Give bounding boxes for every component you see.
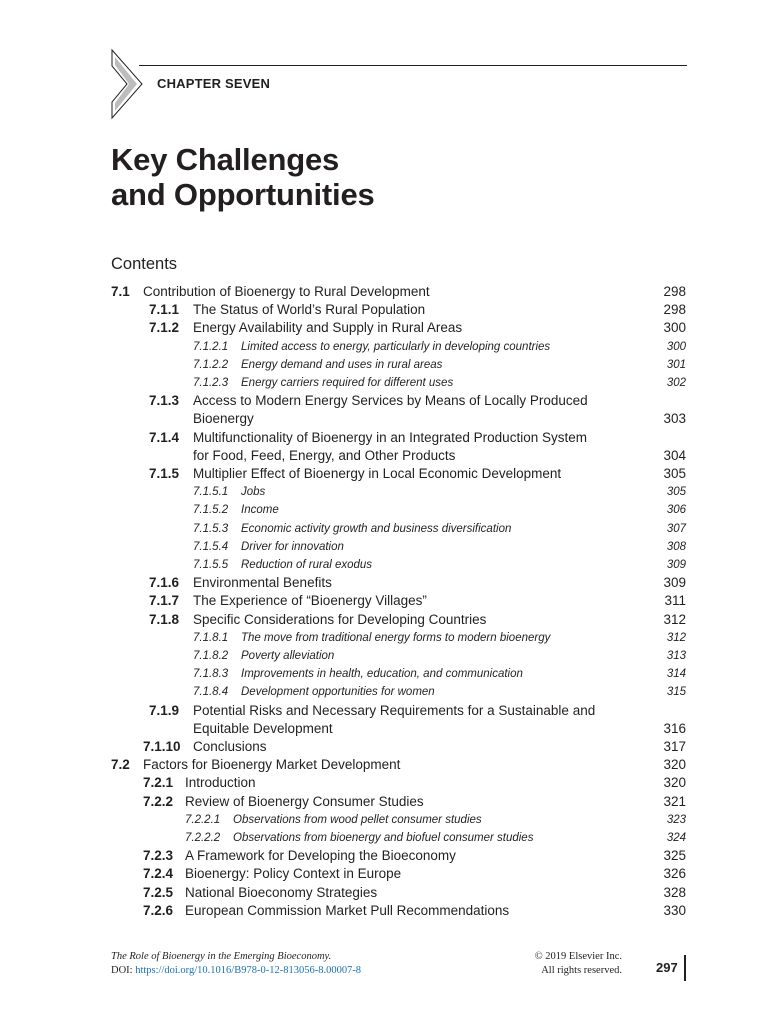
toc-label[interactable]: The Experience of “Bioenergy Villages” <box>193 593 427 609</box>
toc-page-number: 320 <box>663 775 686 791</box>
toc-page-number: 300 <box>663 320 686 336</box>
chapter-chevron-icon <box>110 48 144 120</box>
doi-link[interactable]: https://doi.org/10.1016/B978-0-12-813056-8.00007-8 <box>135 965 362 976</box>
toc-page-number: 298 <box>663 284 686 299</box>
toc-label[interactable]: The move from traditional energy forms to modern bioenergy <box>241 631 551 644</box>
doi-line <box>111 964 361 978</box>
toc-number: 7.1.3 <box>149 393 180 409</box>
toc-label[interactable]: Limited access to energy, particularly in developing countries <box>241 340 551 353</box>
toc-label[interactable]: Review of Bioenergy Consumer Studies <box>185 793 424 809</box>
chapter-label: CHAPTER SEVEN <box>157 76 271 91</box>
toc-number: 7.1.5.5 <box>193 559 229 571</box>
toc-label[interactable]: Reduction of rural exodus <box>241 559 373 571</box>
toc-page-number: 309 <box>663 575 686 591</box>
toc-label[interactable]: Equitable Development <box>193 720 333 736</box>
toc-number: 7.1.8.2 <box>193 650 229 662</box>
toc-number: 7.2.3 <box>143 848 174 864</box>
toc-page-number: 316 <box>663 720 686 736</box>
toc-page-number: 300 <box>666 340 686 353</box>
toc-label[interactable]: Jobs <box>241 486 266 499</box>
toc-label[interactable]: National Bioeconomy Strategies <box>185 884 378 900</box>
toc-label[interactable]: Conclusions <box>193 739 267 754</box>
toc-number: 7.1.2.2 <box>193 358 229 371</box>
toc-number: 7.2.2.2 <box>185 832 221 844</box>
toc-page-number: 326 <box>663 866 686 882</box>
toc-page-number: 301 <box>666 358 686 371</box>
toc-page-number: 323 <box>666 813 686 826</box>
toc-page-number: 328 <box>663 884 686 900</box>
toc-number: 7.2.6 <box>143 902 174 918</box>
toc-number: 7.2.1 <box>143 775 174 791</box>
toc-number: 7.2 <box>111 757 130 773</box>
toc-page-number: 325 <box>663 848 686 864</box>
toc-number: 7.1.2.3 <box>193 377 229 389</box>
toc-page-number: 314 <box>666 668 686 681</box>
toc-page-number: 307 <box>666 522 686 535</box>
toc-number: 7.1.8 <box>149 611 180 627</box>
toc-number: 7.1.5.3 <box>193 522 229 535</box>
toc-number: 7.2.5 <box>143 884 174 900</box>
toc-label[interactable]: Contribution of Bioenergy to Rural Development <box>143 284 430 299</box>
toc-page-number: 320 <box>663 757 686 773</box>
chapter-rule <box>139 65 687 66</box>
toc-number: 7.1.7 <box>149 593 180 609</box>
chapter-title-line-1: Key Challenges <box>111 142 340 177</box>
copyright-line: © 2019 Elsevier Inc. <box>534 951 622 962</box>
toc-number: 7.1.2 <box>149 320 180 336</box>
toc-label[interactable]: Energy carriers required for different uses <box>241 377 454 389</box>
toc-number: 7.1.4 <box>149 429 180 445</box>
toc-page-number: 309 <box>666 559 686 571</box>
toc-page-number: 305 <box>663 466 686 481</box>
toc-label[interactable]: Specific Considerations for Developing Countries <box>193 611 487 627</box>
toc-page-number: 306 <box>666 504 686 517</box>
toc-label[interactable]: Improvements in health, education, and communication <box>241 668 523 681</box>
toc-number: 7.1.1 <box>149 302 180 318</box>
toc-label[interactable]: Factors for Bioenergy Market Development <box>143 757 401 773</box>
toc-number: 7.2.2 <box>143 793 174 809</box>
toc-number: 7.1.8.4 <box>193 686 229 699</box>
toc-page-number: 304 <box>663 447 686 463</box>
toc-label[interactable]: Potential Risks and Necessary Requirements for a Sustainable and <box>193 702 596 718</box>
toc-label[interactable]: Multifunctionality of Bioenergy in an Integrated Production System <box>193 429 587 445</box>
toc-page-number: 317 <box>663 739 686 754</box>
toc-page-number: 324 <box>666 832 686 844</box>
toc-page-number: 303 <box>663 411 686 427</box>
book-title: The Role of Bioenergy in the Emerging Bioeconomy. <box>111 951 332 962</box>
toc-label[interactable]: Introduction <box>185 775 256 791</box>
toc-number: 7.2.2.1 <box>185 813 221 826</box>
chapter-title <box>111 142 375 212</box>
toc-label[interactable]: Bioenergy: Policy Context in Europe <box>185 866 402 882</box>
rights-line: All rights reserved. <box>541 965 622 976</box>
toc-label[interactable]: Energy demand and uses in rural areas <box>241 358 443 371</box>
toc-label[interactable]: Driver for innovation <box>241 540 344 553</box>
toc-number: 7.1.6 <box>149 575 180 591</box>
toc-label[interactable]: Access to Modern Energy Services by Means of Locally Produced <box>193 393 588 409</box>
toc-number: 7.2.4 <box>143 866 174 882</box>
toc-label[interactable]: A Framework for Developing the Bioeconomy <box>185 848 456 864</box>
toc-page-number: 311 <box>664 593 686 609</box>
toc-page-number: 298 <box>663 302 686 318</box>
toc-label[interactable]: Multiplier Effect of Bioenergy in Local Economic Development <box>193 466 562 481</box>
toc-label[interactable]: Development opportunities for women <box>241 686 435 699</box>
toc-label[interactable]: Observations from wood pellet consumer studies <box>233 813 482 826</box>
contents-heading: Contents <box>111 255 178 273</box>
toc-page-number: 312 <box>663 611 686 627</box>
toc-number: 7.1.8.1 <box>193 631 229 644</box>
toc-label[interactable]: Observations from bioenergy and biofuel consumer studies <box>233 832 534 844</box>
toc-number: 7.1.8.3 <box>193 668 229 681</box>
toc-number: 7.1.10 <box>143 739 181 754</box>
toc-label[interactable]: Environmental Benefits <box>193 575 332 591</box>
toc-page-number: 305 <box>666 486 686 499</box>
toc-page-number: 315 <box>666 686 686 699</box>
copyright <box>509 950 622 978</box>
toc-number: 7.1 <box>111 284 130 299</box>
toc-page-number: 302 <box>666 377 686 389</box>
toc-page-number: 308 <box>666 540 686 553</box>
toc-label[interactable]: Poverty alleviation <box>241 650 335 662</box>
page-number-bar <box>684 955 686 981</box>
toc-number: 7.1.9 <box>149 702 180 718</box>
toc-page-number: 312 <box>666 631 686 644</box>
toc-number: 7.1.5 <box>149 466 180 481</box>
toc-label[interactable]: The Status of World’s Rural Population <box>193 302 426 318</box>
doi-prefix: DOI: <box>111 965 133 976</box>
toc-label[interactable]: Economic activity growth and business diversification <box>241 522 512 535</box>
chapter-title-line-2: and Opportunities <box>111 177 375 212</box>
toc-label[interactable]: Income <box>241 504 279 517</box>
toc-page-number: 321 <box>663 793 686 809</box>
toc-page-number: 313 <box>666 650 686 662</box>
toc-label[interactable]: for Food, Feed, Energy, and Other Products <box>193 447 456 463</box>
toc-label[interactable]: Bioenergy <box>193 411 254 427</box>
toc-page-number: 330 <box>663 902 686 918</box>
toc-label[interactable]: Energy Availability and Supply in Rural Areas <box>193 320 463 336</box>
toc-number: 7.1.5.1 <box>193 486 229 499</box>
toc-number: 7.1.2.1 <box>193 340 229 353</box>
toc-label[interactable]: European Commission Market Pull Recommendations <box>185 902 510 918</box>
toc-number: 7.1.5.4 <box>193 540 229 553</box>
page-number: 297 <box>656 960 678 975</box>
toc-number: 7.1.5.2 <box>193 504 229 517</box>
